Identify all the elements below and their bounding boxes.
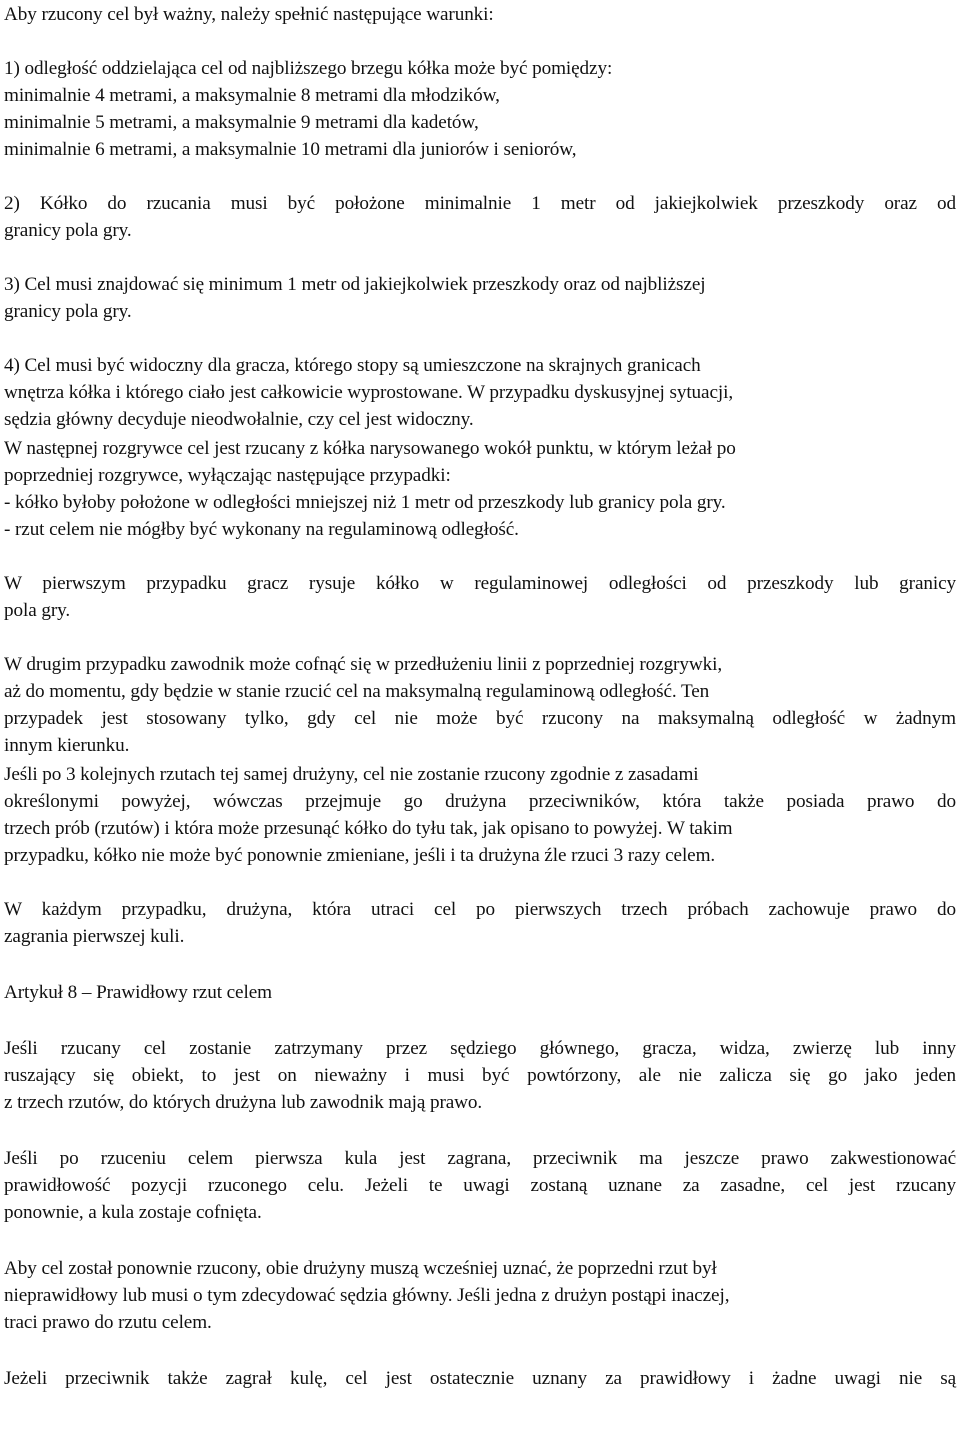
condition-1-line: minimalnie 5 metrami, a maksymalnie 9 metrami dla kadetów, [4, 112, 479, 133]
three-throws-line: przypadku, kółko nie może być ponownie zmieniane, jeśli i ta drużyna źle rzuci 3 razy celem. [4, 845, 716, 866]
condition-1 [4, 55, 956, 163]
case-1-line: W pierwszym przypadku gracz rysuje kółko w regulaminowej odległości od przeszkody lub granicy [4, 573, 956, 594]
condition-4-line: wnętrza kółka i którego ciało jest całkowicie wyprostowane. W przypadku dyskusyjnej sytuacji, [4, 382, 734, 403]
next-round-paragraph [4, 435, 956, 543]
three-throws-line: trzech prób (rzutów) i która może przesunąć kółko do tyłu tak, jak opisano to powyżej. W takim [4, 818, 733, 839]
intro-paragraph [4, 0, 956, 28]
next-round-line: poprzedniej rozgrywce, wyłączając następujące przypadki: [4, 465, 451, 486]
after-throw-line: ponownie, a kula zostaje cofnięta. [4, 1202, 262, 1223]
rethrow-line: traci prawo do rzutu celem. [4, 1312, 212, 1333]
rethrow-line: Aby cel został ponownie rzucony, obie drużyny muszą wcześniej uznać, że poprzedni rzut był [4, 1258, 717, 1279]
condition-3 [4, 271, 956, 325]
condition-2-line: 2) Kółko do rzucania musi być położone minimalnie 1 metr od jakiejkolwiek przeszkody oraz od [4, 193, 956, 214]
after-throw-line: Jeśli po rzuceniu celem pierwsza kula jest zagrana, przeciwnik ma jeszcze prawo zakwestionować [4, 1148, 956, 1169]
after-throw-paragraph [4, 1145, 956, 1226]
condition-4-line: sędzia główny decyduje nieodwołalnie, czy cel jest widoczny. [4, 409, 474, 430]
stopped-throw-line: z trzech rzutów, do których drużyna lub zawodnik mają prawo. [4, 1092, 483, 1113]
next-round-line: W następnej rozgrywce cel jest rzucany z kółka narysowanego wokół punktu, w którym leżał po [4, 438, 736, 459]
case-2-line: W drugim przypadku zawodnik może cofnąć się w przedłużeniu linii z poprzedniej rozgrywki, [4, 654, 723, 675]
condition-3-line: granicy pola gry. [4, 301, 132, 322]
every-case-paragraph [4, 896, 956, 950]
case-1-line: pola gry. [4, 600, 71, 621]
condition-1-line: minimalnie 4 metrami, a maksymalnie 8 metrami dla młodzików, [4, 85, 500, 106]
article-8-heading-block [4, 979, 956, 1006]
case-2-line: aż do momentu, gdy będzie w stanie rzucić cel na maksymalną regulaminową odległość. Ten [4, 681, 710, 702]
condition-1-line: minimalnie 6 metrami, a maksymalnie 10 metrami dla juniorów i seniorów, [4, 139, 577, 160]
intro-text: Aby rzucony cel był ważny, należy spełnić następujące warunki: [4, 4, 494, 25]
stopped-throw-line: ruszający się obiekt, to jest on nieważny i musi być powtórzony, ale nie zalicza się go jako jeden [4, 1065, 956, 1086]
condition-2-line: granicy pola gry. [4, 220, 132, 241]
final-line: Jeżeli przeciwnik także zagrał kulę, cel jest ostatecznie uznany za prawidłowy i żadne uwagi nie są [4, 1368, 956, 1389]
every-case-line: W każdym przypadku, drużyna, która utraci cel po pierwszych trzech próbach zachowuje prawo do [4, 899, 956, 920]
next-round-line: - rzut celem nie mógłby być wykonany na regulaminową odległość. [4, 519, 519, 540]
next-round-line: - kółko byłoby położone w odległości mniejszej niż 1 metr od przeszkody lub granicy pola gry. [4, 492, 726, 513]
rethrow-line: nieprawidłowy lub musi o tym zdecydować sędzia główny. Jeśli jedna z drużyn postąpi inaczej, [4, 1285, 730, 1306]
case-2-line: przypadek jest stosowany tylko, gdy cel nie może być rzucony na maksymalną odległość w żadnym [4, 708, 956, 729]
stopped-throw-paragraph [4, 1035, 956, 1116]
condition-4 [4, 352, 956, 433]
case-2-paragraph [4, 651, 956, 759]
after-throw-line: prawidłowość pozycji rzuconego celu. Jeżeli te uwagi zostaną uznane za zasadne, cel jest rzucany [4, 1175, 956, 1196]
rethrow-paragraph [4, 1255, 956, 1336]
case-1-paragraph [4, 570, 956, 624]
three-throws-line: określonymi powyżej, wówczas przejmuje go drużyna przeciwników, która także posiada prawo do [4, 791, 956, 812]
condition-4-line: 4) Cel musi być widoczny dla gracza, którego stopy są umieszczone na skrajnych granicach [4, 355, 701, 376]
three-throws-paragraph [4, 761, 956, 869]
three-throws-line: Jeśli po 3 kolejnych rzutach tej samej drużyny, cel nie zostanie rzucony zgodnie z zasadami [4, 764, 699, 785]
stopped-throw-line: Jeśli rzucany cel zostanie zatrzymany przez sędziego głównego, gracza, widza, zwierzę lub inny [4, 1038, 956, 1059]
condition-3-line: 3) Cel musi znajdować się minimum 1 metr od jakiejkolwiek przeszkody oraz od najbliższej [4, 274, 706, 295]
every-case-line: zagrania pierwszej kuli. [4, 926, 185, 947]
condition-1-line: 1) odległość oddzielająca cel od najbliższego brzegu kółka może być pomiędzy: [4, 58, 613, 79]
final-paragraph [4, 1365, 956, 1392]
condition-2 [4, 190, 956, 244]
case-2-line: innym kierunku. [4, 735, 130, 756]
article-heading: Artykuł 8 – Prawidłowy rzut celem [4, 982, 272, 1003]
